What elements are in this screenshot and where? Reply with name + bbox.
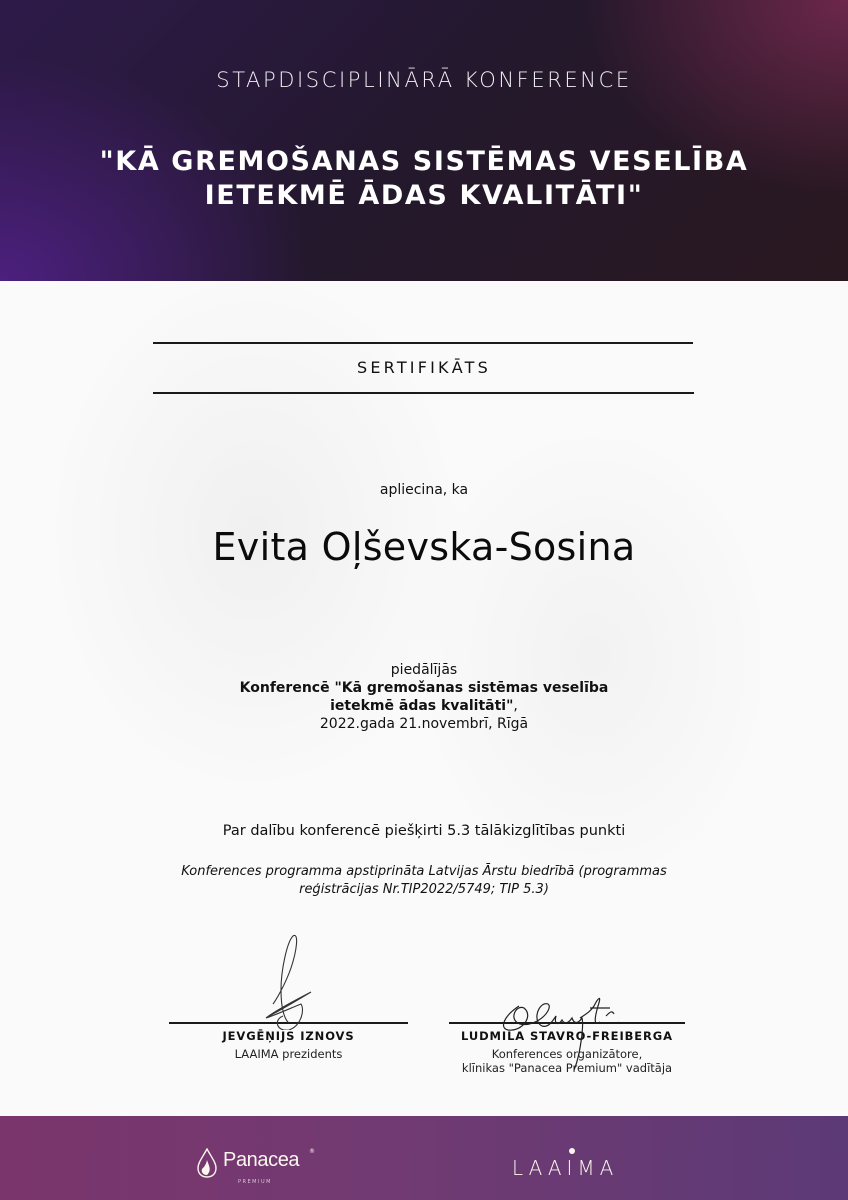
signer-name: LUDMILA STAVRO-FREIBERGA [461, 1029, 673, 1043]
laaima-logo [512, 1151, 622, 1181]
conference-title [0, 145, 848, 213]
participation-block [0, 661, 848, 733]
laaima-wordmark: LAAIMA [512, 1156, 619, 1180]
event-name-suffix: , [513, 698, 518, 714]
conference-title-line1: "KĀ GREMOŠANAS SISTĒMAS VESELĪBA [99, 146, 749, 177]
panacea-logo [196, 1146, 326, 1190]
signature-block-president [169, 1022, 408, 1061]
approval-note [140, 863, 708, 899]
approval-line2: reģistrācijas Nr.TIP2022/5749; TIP 5.3) [299, 882, 549, 897]
certificate-body [0, 281, 848, 1116]
event-name-line2: ietekmē ādas kvalitāti" [330, 698, 514, 714]
signer-role-line2: klīnikas "Panacea Premium" vadītāja [461, 1061, 673, 1075]
panacea-wordmark: Panacea [223, 1149, 300, 1171]
credit-points-text: Par dalību konferencē piešķirti 5.3 tālākizglītības punkti [222, 823, 626, 839]
drop-icon [196, 1148, 218, 1178]
signer-role-line1: Konferences organizātore, [491, 1047, 643, 1061]
event-date-place: 2022.gada 21.novembrī, Rīgā [319, 716, 529, 732]
participation-verb: piedālījās [390, 662, 458, 678]
registered-mark: ® [309, 1148, 315, 1155]
signer-name: JEVGĒŅIJS IZNOVS [222, 1029, 355, 1043]
attests-text: apliecina, ka [379, 482, 469, 498]
signature-icon [251, 930, 321, 1030]
person-figure-icon [567, 1147, 581, 1161]
event-name-line1: Konferencē "Kā gremošanas sistēmas veselība [239, 680, 609, 696]
signer-role: LAAIMA prezidents [234, 1047, 343, 1061]
certificate-label: SERTIFIKĀTS [357, 358, 491, 377]
divider-bottom [153, 392, 694, 394]
signature-block-organizer [449, 1022, 685, 1075]
panacea-premium: PREMIUM [238, 1179, 272, 1185]
signature-icon [494, 986, 664, 1076]
conference-title-line2: IETEKMĒ ĀDAS KVALITĀTI" [204, 180, 644, 211]
divider-top [153, 342, 693, 344]
certificate-footer [0, 1116, 848, 1200]
approval-line1: Konferences programma apstiprināta Latvijas Ārstu biedrībā (programmas [181, 864, 667, 879]
recipient-name: Evita Oļševska-Sosina [212, 525, 636, 569]
conference-type: STAPDISCIPLINĀRĀ KONFERENCE [216, 68, 632, 92]
certificate-header [0, 0, 848, 281]
